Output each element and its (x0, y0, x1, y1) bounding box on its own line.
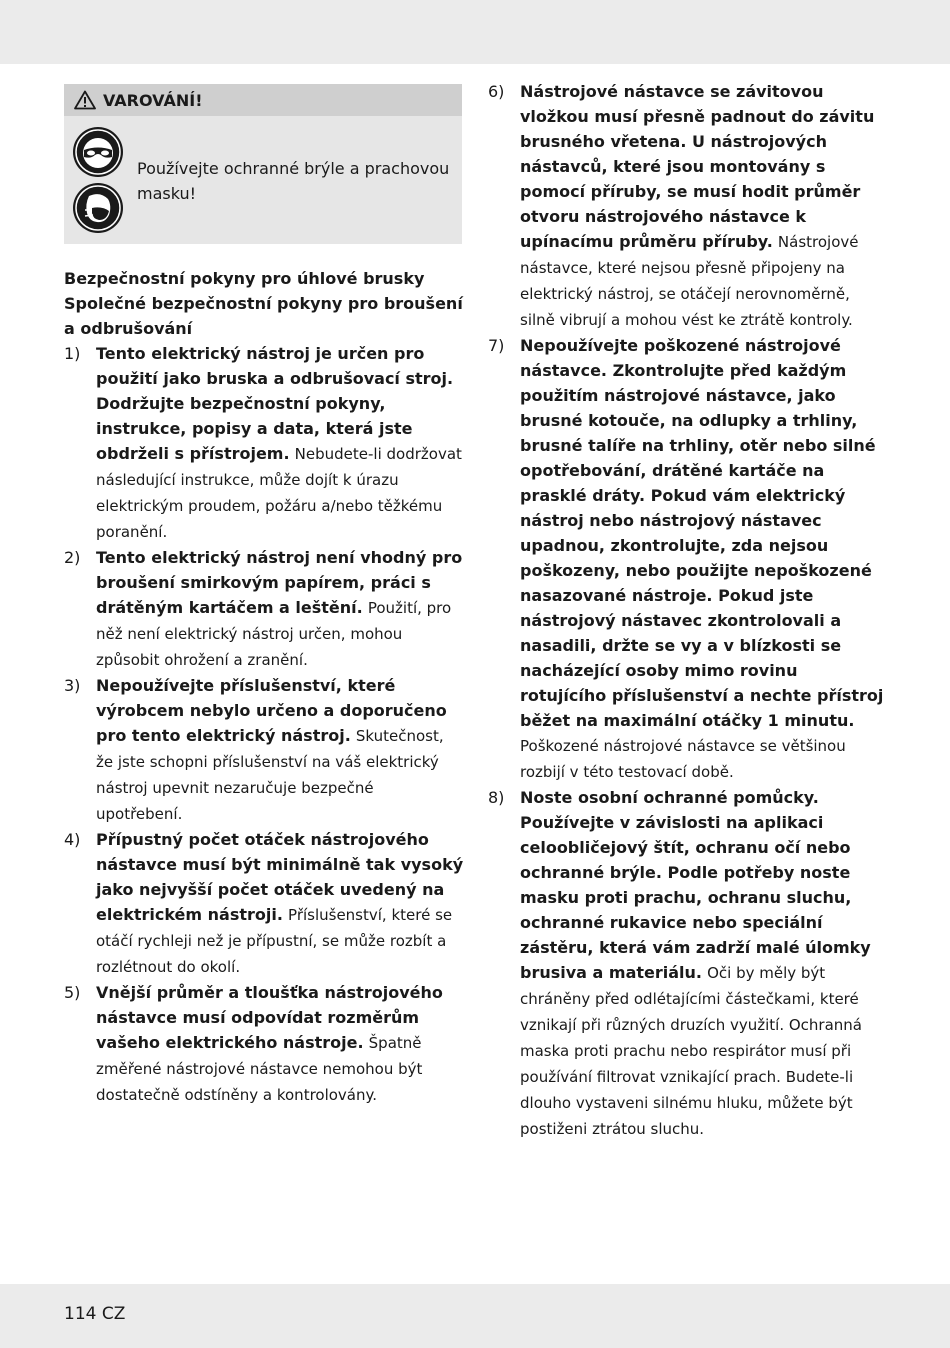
heading-line-2: Společné bezpečnostní pokyny pro broušení a odbrušování (64, 294, 463, 338)
item-bold-text: Nepoužívejte příslušenství, které výrobcem nebylo určeno a doporučeno pro tento elektrický nástroj. (96, 676, 447, 745)
top-bar (0, 0, 950, 64)
item-text: Použití, pro něž není elektrický nástroj určen, mohou způsobit ohrožení a zranění. (96, 599, 452, 669)
bottom-bar (0, 1284, 950, 1348)
warning-triangle-icon (74, 90, 96, 110)
item-number: 7) (488, 336, 505, 355)
item-bold-text: Noste osobní ochranné pomůcky. Používejte v závislosti na aplikaci celoobličejový štít, ochranu očí nebo ochranné brýle. Podle potřeby noste masku proti prachu, ochranu sluchu, ochranné rukavice nebo speciální zástěru, která vám zadrží malé úlomky brusiva a materiálu. (520, 788, 871, 982)
item-bold-text: Nepoužívejte poškozené nástrojové nástavce. Zkontrolujte před každým použitím nástrojové nástavce, jako brusné kotouče, na odlupky a trhliny, brusné talíře na trhliny, otěr nebo silné opotřebování, drátěné kartáče na prasklé dráty. Pokud vám elektrický nástroj nebo nástrojový nástavec upadnou, zkontrolujte, zda nejsou poškozeny, nebo použijte nepoškozené nasazované nástroje. Pokud jste nástrojový nástavec zkontrolovali a nasadili, držte se vy a v blízkosti se nacházející osoby mimo rovinu rotujícího příslušenství a nechte přístroj běžet na maximální otáčky 1 minutu. (520, 336, 884, 730)
item-bold-text: Přípustný počet otáček nástrojového nástavce musí být minimálně tak vysoký jako nejvyšší počet otáček uvedený na elektrickém nástroji. (96, 830, 464, 924)
section-heading (64, 266, 464, 341)
warning-text: Používejte ochranné brýle a prachovou masku! (137, 159, 450, 203)
item-bold-text: Nástrojové nástavce se závitovou vložkou musí přesně padnout do závitu brusného vřetena. U nástrojových nástavců, které jsou montovány s pomocí příruby, se musí hodit průměr otvoru nástrojového nástavce k upínacímu průměru příruby. (520, 82, 875, 251)
list-item (64, 827, 464, 980)
warning-header (64, 84, 462, 116)
list-item (64, 545, 464, 673)
item-number: 8) (488, 788, 505, 807)
item-text: Skutečnost, že jste schopni příslušenství na váš elektrický nástroj upevnit nezaručuje bezpečné upotřebení. (96, 727, 444, 823)
item-bold-text: Vnější průměr a tloušťka nástrojového nástavce musí odpovídat rozměrům vašeho elektrického nástroje. (96, 983, 443, 1052)
item-text: Příslušenství, které se otáčí rychleji než je přípustní, se může rozbít a rozlétnout do okolí. (96, 906, 453, 976)
item-bold-text: Tento elektrický nástroj je určen pro použití jako bruska a odbrušovací stroj. Dodržujte bezpečnostní pokyny, instrukce, popisy a data, která jste obdrželi s přístrojem. (96, 344, 454, 463)
list-item (488, 79, 888, 333)
list-item (64, 673, 464, 827)
item-bold-text: Tento elektrický nástroj není vhodný pro broušení smirkovým papírem, práci s drátěným kartáčem a leštění. (96, 548, 463, 617)
item-number: 5) (64, 983, 81, 1002)
item-text: Poškozené nástrojové nástavce se většinou rozbijí v této testovací době. (520, 737, 846, 781)
left-column (64, 84, 464, 1108)
page-number: 114 CZ (64, 1304, 126, 1324)
item-number: 3) (64, 676, 81, 695)
safety-goggles-icon (72, 126, 124, 178)
item-number: 6) (488, 82, 505, 101)
dust-mask-icon (72, 182, 124, 234)
list-item (488, 785, 888, 1142)
item-number: 2) (64, 548, 81, 567)
list-item (64, 980, 464, 1108)
item-text: Oči by měly být chráněny před odlétajícími částečkami, které vznikají při různých druzích využití. Ochranná maska proti prachu nebo respirátor musí při používání filtrovat vznikající prach. Budete-li dlouho vystaveni silnému hluku, můžete být postiženi ztrátou sluchu. (520, 964, 862, 1138)
heading-line-1: Bezpečnostní pokyny pro úhlové brusky (64, 269, 425, 288)
item-number: 1) (64, 344, 81, 363)
list-item (488, 333, 888, 785)
item-number: 4) (64, 830, 81, 849)
right-column (488, 79, 888, 1142)
item-text: Nebudete-li dodržovat následující instrukce, může dojít k úrazu elektrickým proudem, požáru a/nebo těžkému poranění. (96, 445, 462, 541)
warning-box (64, 84, 462, 244)
item-text: Nástrojové nástavce, které nejsou přesně připojeny na elektrický nástroj, se otáčejí nerovnoměrně, silně vibrují a mohou vést ke ztrátě kontroly. (520, 233, 859, 329)
warning-title: VAROVÁNÍ! (103, 90, 203, 110)
list-item (64, 341, 464, 545)
warning-icons (72, 126, 124, 238)
item-text: Špatně změřené nástrojové nástavce nemohou být dostatečně odstíněny a kontrolovány. (96, 1034, 423, 1104)
